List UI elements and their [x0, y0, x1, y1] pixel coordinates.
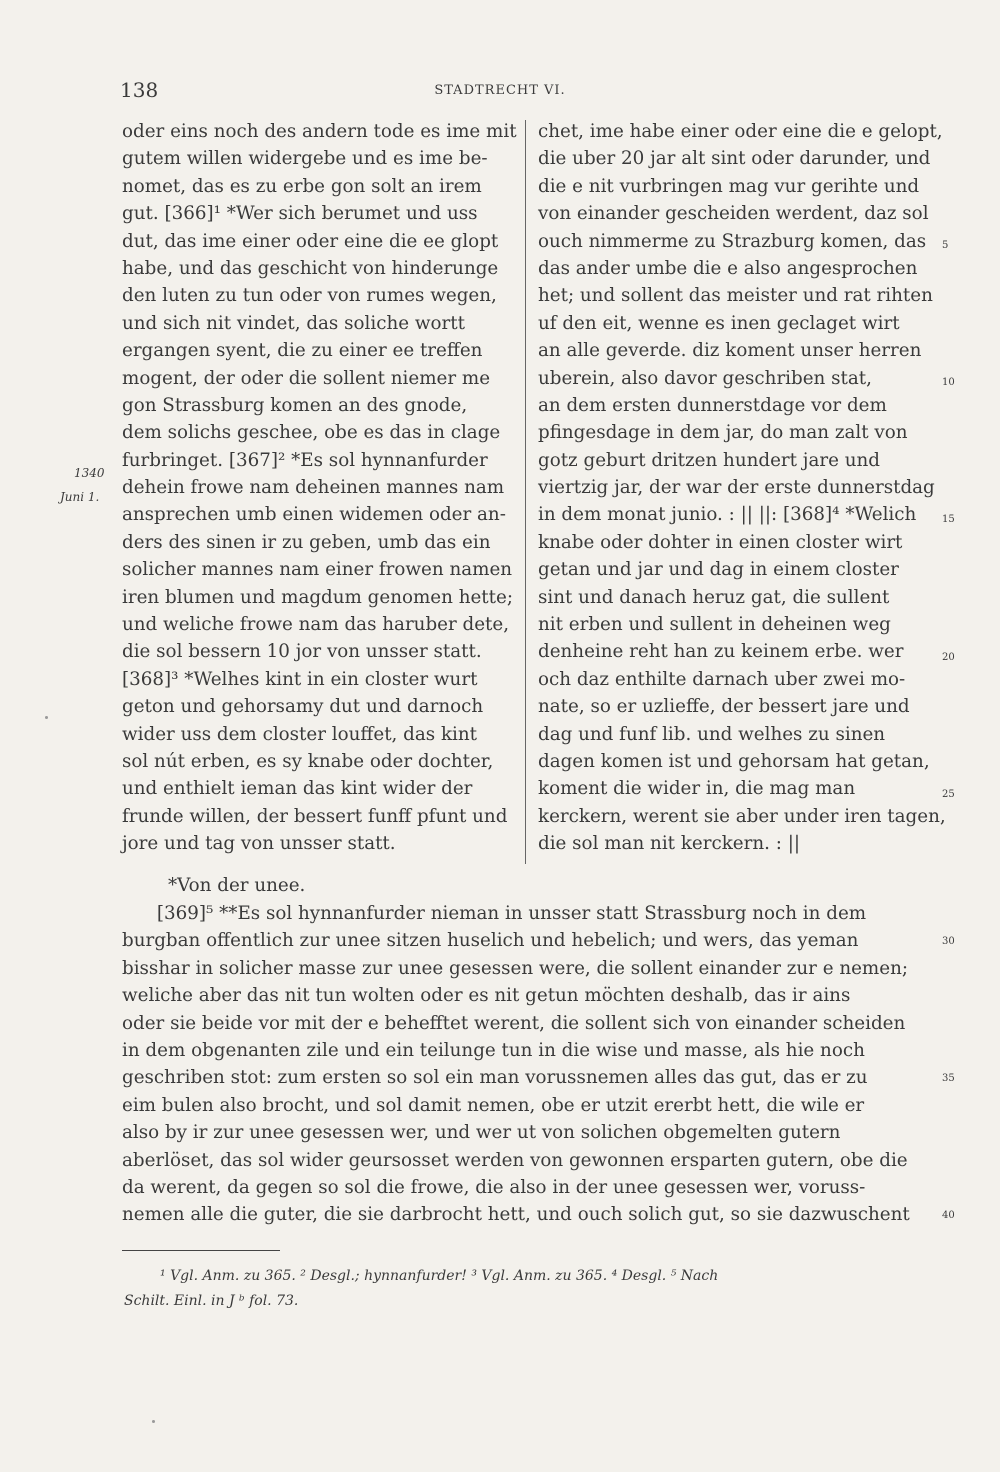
line-number: 20	[942, 652, 955, 663]
text-line: den luten zu tun oder von rumes wegen,	[122, 285, 497, 307]
line-number: 15	[942, 514, 955, 525]
text-line: in dem monat junio. : || ||: [368]⁴ *Welich	[538, 504, 917, 526]
text-line: ders des sinen ir zu geben, umb das ein	[122, 531, 491, 553]
text-line: also by ir zur unee gesessen wer, und wer ut von solichen obgemelten gutern	[122, 1122, 841, 1144]
text-line: uf den eit, wenne es inen geclaget wirt	[538, 312, 900, 334]
text-line: kerckern, werent sie aber under iren tagen,	[538, 805, 946, 827]
text-line: och daz enthilte darnach uber zwei mo-	[538, 668, 906, 690]
text-line: sint und danach heruz gat, die sullent	[538, 586, 890, 608]
text-line: nit erben und sullent in deheinen weg	[538, 614, 891, 636]
text-line: das ander umbe die e also angesprochen	[538, 257, 918, 279]
text-line: furbringet. [367]² *Es sol hynnanfurder	[122, 449, 488, 471]
text-line: koment die wider in, die mag man	[538, 778, 856, 800]
line-number: 5	[942, 240, 949, 251]
margin-note-date: Juni 1.	[60, 490, 100, 504]
footnote-line: Schilt. Einl. in J ᵇ fol. 73.	[124, 1293, 299, 1309]
footnote-rule	[122, 1250, 280, 1251]
text-line: ansprechen umb einen widemen oder an-	[122, 504, 506, 526]
text-line: die e nit vurbringen mag vur gerihte und	[538, 175, 920, 197]
text-line: die sol bessern 10 jor von unsser statt.	[122, 641, 482, 663]
text-line: dehein frowe nam deheinen mannes nam	[122, 477, 505, 499]
text-line: iren blumen und magdum genomen hette;	[122, 586, 513, 608]
text-line: da werent, da gegen so sol die frowe, die also in der unee gesessen wer, voruss-	[122, 1176, 866, 1198]
text-line: und sich nit vindet, das soliche wortt	[122, 312, 465, 334]
line-number: 30	[942, 936, 955, 947]
text-line: het; und sollent das meister und rat rihten	[538, 285, 933, 307]
text-line: geschriben stot: zum ersten so sol ein man vorussnemen alles das gut, das er zu	[122, 1067, 868, 1089]
text-line: [369]⁵ **Es sol hynnanfurder nieman in unsser statt Strassburg noch in dem	[122, 903, 867, 924]
text-line: gon Strassburg komen an des gnode,	[122, 394, 468, 416]
margin-note-year: 1340	[74, 466, 105, 480]
text-line: aberlöset, das sol wider geursosset werden von gewonnen ersparten gutern, obe die	[122, 1149, 908, 1171]
text-line: ergangen syent, die zu einer ee treffen	[122, 340, 483, 362]
left-column	[122, 118, 517, 858]
text-line: jore und tag von unsser statt.	[122, 833, 396, 855]
text-line: weliche aber das nit tun wolten oder es nit getun möchten deshalb, das ir ains	[122, 985, 851, 1007]
text-line: gut. [366]¹ *Wer sich berumet und uss	[122, 203, 478, 225]
text-line: oder sie beide vor mit der e behefftet werent, die sollent sich von einander scheiden	[122, 1012, 906, 1034]
text-line: und enthielt ieman das kint wider der	[122, 778, 473, 800]
text-line: mogent, der oder die sollent niemer me	[122, 367, 491, 389]
text-line: die uber 20 jar alt sint oder darunder, und	[538, 148, 931, 170]
text-line: frunde willen, der bessert funff pfunt und	[122, 805, 508, 827]
text-line: bisshar in solicher masse zur unee gesessen were, die sollent einander zur e nemen;	[122, 957, 909, 979]
text-line: ouch nimmerme zu Strazburg komen, das	[538, 230, 927, 252]
text-line: solicher mannes nam einer frowen namen	[122, 559, 513, 581]
line-number: 10	[942, 377, 955, 388]
text-line: nomet, das es zu erbe gon solt an irem	[122, 175, 482, 197]
text-line: getan und jar und dag in einem closter	[538, 559, 899, 581]
text-line: an dem ersten dunnerstdage vor dem	[538, 394, 887, 416]
text-line: pfingesdage in dem jar, do man zalt von	[538, 422, 908, 444]
text-line: gutem willen widergebe und es ime be-	[122, 148, 488, 170]
text-line: eim bulen also brocht, und sol damit nemen, obe er utzit ererbt hett, die wile er	[122, 1094, 865, 1116]
right-column	[538, 118, 946, 858]
footnote-line: ¹ Vgl. Anm. zu 365. ² Desgl.; hynnanfurder! ³ Vgl. Anm. zu 365. ⁴ Desgl. ⁵ Nach	[160, 1268, 719, 1284]
text-line: und weliche frowe nam das haruber dete,	[122, 614, 510, 636]
column-divider	[525, 120, 526, 864]
text-line: geton und gehorsamy dut und darnoch	[122, 696, 484, 718]
text-line: die sol man nit kerckern. : ||	[538, 833, 801, 855]
text-line: [368]³ *Welhes kint in ein closter wurt	[122, 668, 478, 690]
bottom-paragraph	[122, 900, 928, 1229]
text-line: nate, so er uzlieffe, der bessert jare und	[538, 696, 910, 718]
line-number: 35	[942, 1073, 955, 1084]
text-line: wider uss dem closter louffet, das kint	[122, 723, 478, 745]
text-line: denheine reht han zu keinem erbe. wer	[538, 641, 904, 663]
text-line: von einander gescheiden werdent, daz sol	[538, 203, 929, 225]
text-line: dem solichs geschee, obe es das in clage	[122, 422, 501, 444]
text-line: an alle geverde. diz koment unser herren	[538, 340, 922, 362]
text-line: dut, das ime einer oder eine die ee glopt	[122, 230, 499, 252]
text-line: sol nút erben, es sy knabe oder dochter,	[122, 750, 494, 772]
margin-dot	[152, 1420, 155, 1423]
text-line: burgban offentlich zur unee sitzen huselich und hebelich; und wers, das yeman	[122, 930, 859, 952]
text-line: knabe oder dohter in einen closter wirt	[538, 531, 903, 553]
page-number: 138	[120, 78, 159, 102]
line-number: 25	[942, 789, 955, 800]
running-title: STADTRECHT VI.	[434, 83, 566, 98]
text-line: dagen komen ist und gehorsam hat getan,	[538, 750, 930, 772]
text-line: uberein, also davor geschriben stat,	[538, 367, 872, 389]
text-line: in dem obgenanten zile und ein teilunge tun in die wise und masse, als hie noch	[122, 1039, 865, 1061]
text-line: habe, und das geschicht von hinderunge	[122, 257, 499, 279]
text-line: oder eins noch des andern tode es ime mit	[122, 121, 517, 142]
section-heading: *Von der unee.	[168, 875, 306, 896]
line-number: 40	[942, 1210, 955, 1221]
text-line: dag und funf lib. und welhes zu sinen	[538, 723, 886, 745]
margin-dot	[45, 716, 48, 719]
text-line: chet, ime habe einer oder eine die e gelopt,	[538, 121, 943, 142]
text-line: nemen alle die guter, die sie darbrocht hett, und ouch solich gut, so sie dazwuschent	[122, 1204, 910, 1226]
text-line: viertzig jar, der war der erste dunnerstdag	[538, 477, 935, 499]
page-header	[0, 78, 1000, 102]
text-line: gotz geburt dritzen hundert jare und	[538, 449, 880, 471]
